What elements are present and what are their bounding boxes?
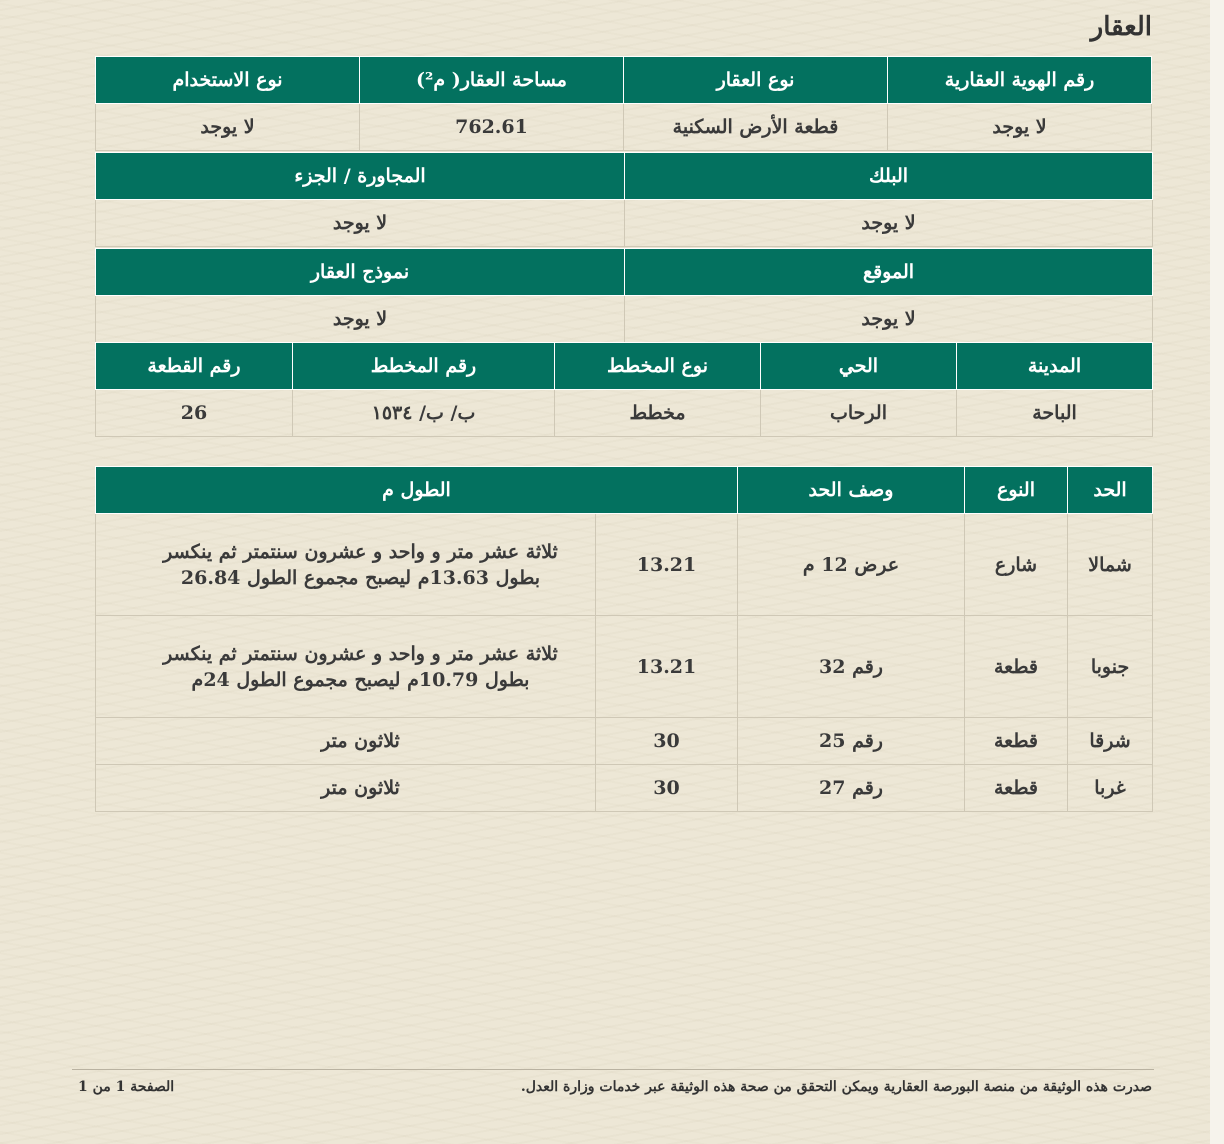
table-row [96, 200, 1153, 247]
table-header-row [96, 57, 1152, 104]
value-property-type: قطعة الأرض السكنية [624, 104, 888, 151]
header-length: الطول م [96, 467, 738, 514]
value-city: الباحة [957, 390, 1153, 437]
bound-description: رقم 25 [738, 718, 965, 765]
bound-type: شارع [965, 514, 1068, 616]
table-header-row [96, 153, 1153, 200]
value-property-id: لا يوجد [888, 104, 1152, 151]
footer-divider [72, 1069, 1154, 1070]
table-row [96, 616, 1153, 718]
value-location: لا يوجد [625, 296, 1153, 343]
bound-side: شرقا [1068, 718, 1153, 765]
bound-length-number: 30 [596, 718, 738, 765]
value-neighborhood-part: لا يوجد [96, 200, 625, 247]
bound-type: قطعة [965, 765, 1068, 812]
value-parcel-number: 26 [96, 390, 293, 437]
header-parcel-number: رقم القطعة [96, 343, 293, 390]
table-row [96, 296, 1153, 343]
header-description: وصف الحد [738, 467, 965, 514]
header-plan-number: رقم المخطط [293, 343, 555, 390]
table-row [96, 390, 1153, 437]
bound-description: رقم 27 [738, 765, 965, 812]
table-row [96, 514, 1153, 616]
table-row [96, 765, 1153, 812]
bound-type: قطعة [965, 718, 1068, 765]
header-side: الحد [1068, 467, 1153, 514]
header-property-model: نموذج العقار [96, 249, 625, 296]
block-table [95, 152, 1153, 247]
header-district: الحي [761, 343, 957, 390]
bound-length-number: 13.21 [596, 616, 738, 718]
bound-length-number: 13.21 [596, 514, 738, 616]
table-header-row [96, 343, 1153, 390]
bound-description: عرض 12 م [738, 514, 965, 616]
footer-note: صدرت هذه الوثيقة من منصة البورصة العقارية ويمكن التحقق من صحة هذه الوثيقة عبر خدمات وزارة العدل. [520, 1079, 1152, 1095]
header-plan-type: نوع المخطط [555, 343, 761, 390]
table-row [96, 718, 1153, 765]
bound-side: جنوبا [1068, 616, 1153, 718]
bound-length-text: ثلاثة عشر متر و واحد و عشرون سنتمتر ثم ينكسر بطول 13.63م ليصبح مجموع الطول 26.84 [96, 514, 596, 616]
header-city: المدينة [957, 343, 1153, 390]
property-table [95, 56, 1152, 151]
section-title: العقار [1090, 12, 1152, 42]
value-property-model: لا يوجد [96, 296, 625, 343]
value-district: الرحاب [761, 390, 957, 437]
bounds-table [95, 466, 1153, 812]
bound-length-text: ثلاثون متر [96, 718, 596, 765]
bound-description: رقم 32 [738, 616, 965, 718]
header-type: النوع [965, 467, 1068, 514]
bound-side: غربا [1068, 765, 1153, 812]
plan-table [95, 342, 1153, 437]
page-number: الصفحة 1 من 1 [78, 1079, 175, 1095]
bound-type: قطعة [965, 616, 1068, 718]
bound-side: شمالا [1068, 514, 1153, 616]
value-property-area: 762.61 [360, 104, 624, 151]
table-header-row [96, 249, 1153, 296]
value-block: لا يوجد [625, 200, 1153, 247]
table-row [96, 104, 1152, 151]
header-neighborhood-part: المجاورة / الجزء [96, 153, 625, 200]
header-block: البلك [625, 153, 1153, 200]
header-property-id: رقم الهوية العقارية [888, 57, 1152, 104]
value-plan-type: مخطط [555, 390, 761, 437]
value-usage-type: لا يوجد [96, 104, 360, 151]
location-table [95, 248, 1153, 343]
value-plan-number: ب/ ب/ ١٥٣٤ [293, 390, 555, 437]
header-location: الموقع [625, 249, 1153, 296]
page-edge [1210, 0, 1224, 1144]
table-header-row [96, 467, 1153, 514]
bound-length-text: ثلاثة عشر متر و واحد و عشرون سنتمتر ثم ينكسر بطول 10.79م ليصبح مجموع الطول 24م [96, 616, 596, 718]
header-usage-type: نوع الاستخدام [96, 57, 360, 104]
header-property-area: مساحة العقار( م²) [360, 57, 624, 104]
header-property-type: نوع العقار [624, 57, 888, 104]
bound-length-text: ثلاثون متر [96, 765, 596, 812]
bound-length-number: 30 [596, 765, 738, 812]
